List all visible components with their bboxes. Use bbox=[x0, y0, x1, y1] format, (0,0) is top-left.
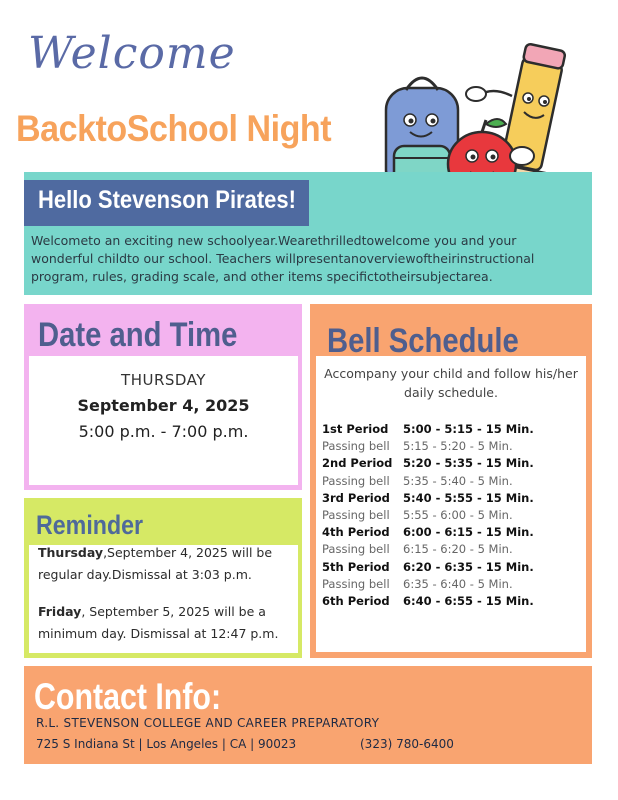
welcome-heading: Welcome bbox=[28, 28, 236, 79]
schedule-row-label: 6th Period bbox=[322, 594, 390, 608]
school-address: 725 S Indiana St | Los Angeles | CA | 90023 bbox=[36, 737, 297, 751]
event-date: September 4, 2025 bbox=[77, 396, 250, 415]
reminder-item-friday bbox=[38, 601, 294, 645]
schedule-row-label: 4th Period bbox=[322, 525, 390, 540]
schedule-row-time: 6:20 - 6:35 - 15 Min. bbox=[403, 559, 534, 574]
schedule-row bbox=[322, 473, 584, 490]
reminder-day: Thursday bbox=[38, 545, 104, 560]
schedule-row bbox=[322, 559, 584, 576]
schedule-row-time: 6:00 - 6:15 - 15 Min. bbox=[403, 525, 534, 540]
schedule-row-time: 5:15 - 5:20 - 5 Min. bbox=[403, 439, 513, 454]
reminder-title: Reminder bbox=[36, 510, 144, 540]
schedule-row-time: 6:40 - 6:55 - 15 Min. bbox=[403, 594, 534, 608]
schedule-row bbox=[322, 438, 584, 455]
schedule-row-label: 3rd Period bbox=[322, 490, 390, 505]
reminder-text: ,September 4, 2025 will be regular day.Dismissal at 3:03 p.m. bbox=[38, 545, 273, 582]
schedule-row-time: 6:15 - 6:20 - 5 Min. bbox=[403, 542, 513, 557]
schedule-row bbox=[322, 455, 584, 472]
schedule-row-time: 5:20 - 5:35 - 15 Min. bbox=[403, 456, 534, 471]
schedule-row bbox=[322, 490, 584, 507]
schedule-row bbox=[322, 576, 584, 593]
schedule-row-label: 5th Period bbox=[322, 559, 390, 574]
greeting-intro: Welcometo an exciting new schoolyear.Wearethrilledtowelcome you and your wonderful childto our school. Teachers willpresentanoverviewoftheirinstructional program, rules, grading scale, and other items specifictotheirsubjectarea. bbox=[31, 233, 535, 284]
reminder-day: Friday bbox=[38, 604, 82, 619]
reminder-item-thursday bbox=[38, 542, 294, 586]
schedule-row-label: Passing bell bbox=[322, 576, 390, 591]
date-time-title: Date and Time bbox=[38, 316, 238, 354]
event-title: BacktoSchool Night bbox=[16, 108, 332, 149]
bell-schedule-subtitle: Accompany your child and follow his/her daily schedule. bbox=[324, 366, 578, 400]
bell-schedule-title: Bell Schedule bbox=[327, 322, 519, 360]
event-time: 5:00 p.m. - 7:00 p.m. bbox=[78, 422, 249, 441]
event-day: THURSDAY bbox=[121, 371, 206, 389]
schedule-row-label: 1st Period bbox=[322, 422, 389, 436]
schedule-row bbox=[322, 541, 584, 558]
schedule-row-label: Passing bell bbox=[322, 542, 390, 557]
schedule-row-time: 6:35 - 6:40 - 5 Min. bbox=[403, 576, 513, 591]
schedule-row-time: 5:00 - 5:15 - 15 Min. bbox=[403, 422, 534, 436]
schedule-row-time: 5:55 - 6:00 - 5 Min. bbox=[403, 508, 513, 522]
greeting-title: Hello Stevenson Pirates! bbox=[38, 186, 296, 214]
schedule-row bbox=[322, 524, 584, 541]
schedule-row-label: Passing bell bbox=[322, 508, 390, 522]
schedule-row-label: Passing bell bbox=[322, 439, 390, 454]
reminder-text: , September 5, 2025 will be a minimum day. Dismissal at 12:47 p.m. bbox=[38, 604, 279, 641]
schedule-row-label: 2nd Period bbox=[322, 456, 393, 471]
schedule-row-label: Passing bell bbox=[322, 473, 390, 488]
schedule-row bbox=[322, 593, 584, 610]
schedule-row-time: 5:35 - 5:40 - 5 Min. bbox=[403, 473, 513, 488]
school-name: R.L. STEVENSON COLLEGE AND CAREER PREPARATORY bbox=[36, 716, 380, 730]
contact-title: Contact Info: bbox=[34, 676, 222, 717]
schedule-row-time: 5:40 - 5:55 - 15 Min. bbox=[403, 490, 534, 505]
schedule-row bbox=[322, 507, 584, 524]
school-phone: (323) 780-6400 bbox=[360, 737, 454, 751]
schedule-row bbox=[322, 421, 584, 438]
